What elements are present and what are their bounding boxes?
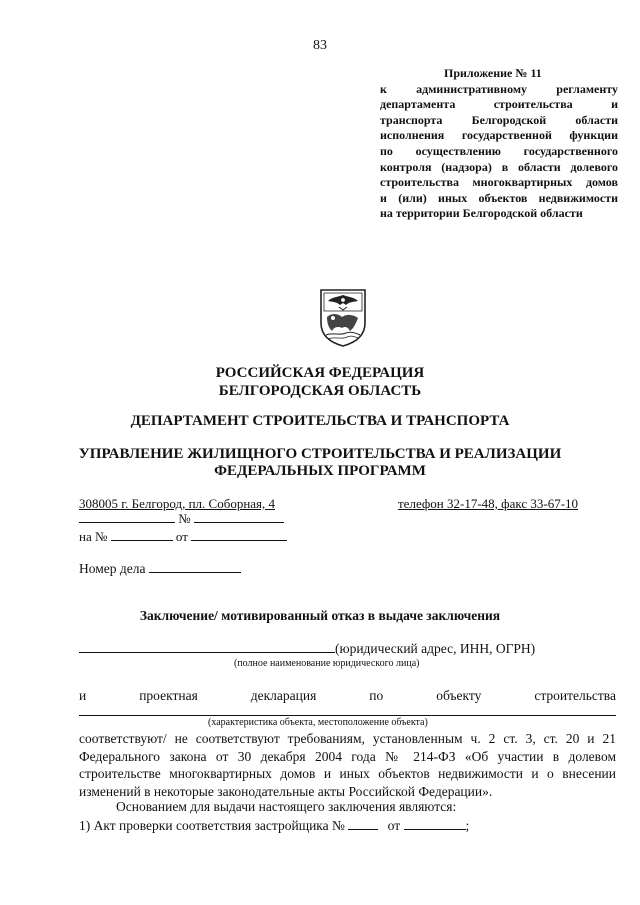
directorate-heading-line1: УПРАВЛЕНИЕ ЖИЛИЩНОГО СТРОИТЕЛЬСТВА И РЕАЛИЗАЦИИ [78, 446, 562, 462]
appendix-block [380, 66, 618, 222]
appendix-line: контроля (надзора) в области долевого [380, 159, 618, 174]
declaration-word: строительства [534, 688, 616, 703]
department-heading: ДЕПАРТАМЕНТ СТРОИТЕЛЬСТВА И ТРАНСПОРТА [130, 413, 510, 429]
legal-entity-suffix: (юридический адрес, ИНН, ОГРН) [335, 641, 536, 656]
outgoing-number-blank[interactable] [194, 510, 284, 523]
declaration-row [79, 688, 616, 704]
address-text: 308005 г. Белгород, пл. Соборная, 4 [79, 496, 276, 511]
phone-fax-text: телефон 32-17-48, факс 33-67-10 [398, 496, 579, 511]
appendix-line: и (или) иных объектов недвижимости [380, 190, 618, 205]
case-number-row [79, 560, 241, 577]
incoming-reference-row [79, 528, 287, 545]
appendix-line: транспорта Белгородской области [380, 112, 618, 127]
legal-entity-blank[interactable] [79, 640, 335, 653]
appendix-line: на территории Белгородской области [380, 206, 583, 221]
appendix-line: исполнения государственной функции [380, 128, 618, 143]
appendix-line: департамента строительства и [380, 97, 618, 112]
declaration-word: проектная [139, 688, 198, 703]
item-1-label: 1) Акт проверки соответствия застройщика № [79, 818, 345, 833]
declaration-word: по [369, 688, 384, 703]
item-1-number-blank[interactable] [348, 817, 378, 830]
declaration-word: и [79, 688, 87, 703]
declaration-word: декларация [250, 688, 317, 703]
region-heading: БЕЛГОРОДСКАЯ ОБЛАСТЬ [218, 383, 422, 399]
compliance-paragraph: соответствуют/ не соответствуют требованиям, установленным ч. 2 ст. 3, ст. 20 и 21 Федерального закона от 30 декабря 2004 года № 214-ФЗ «Об участии в долевом строительстве многоквартирных домов и иных объектов недвижимости и о внесении изменений в некоторые законодательные акты Российской Федерации». [79, 731, 616, 799]
case-number-label: Номер дела [79, 561, 146, 576]
page-number: 83 [313, 38, 327, 53]
incoming-date-blank[interactable] [191, 528, 287, 541]
number-label: № [178, 511, 191, 526]
item-1-end: ; [465, 818, 470, 833]
appendix-title: Приложение № 11 [444, 66, 542, 80]
directorate-heading-line2: ФЕДЕРАЛЬНЫХ ПРОГРАММ [214, 463, 426, 479]
country-heading: РОССИЙСКАЯ ФЕДЕРАЦИЯ [215, 365, 425, 381]
basis-sentence: Основанием для выдачи настоящего заключения являются: [116, 799, 457, 814]
object-description-blank[interactable] [79, 715, 616, 716]
appendix-line: по осуществлению государственного [380, 143, 618, 158]
item-1-row [79, 817, 469, 834]
coat-of-arms-emblem [318, 287, 368, 347]
outgoing-number-row [79, 510, 284, 527]
declaration-word: объекту [436, 688, 482, 703]
document-title: Заключение/ мотивированный отказ в выдаче заключения [139, 608, 501, 623]
legal-entity-row [79, 640, 535, 657]
outgoing-date-blank[interactable] [79, 510, 175, 523]
case-number-blank[interactable] [149, 560, 241, 573]
item-1-date-label: от [387, 818, 401, 833]
appendix-line: к административному регламенту [380, 81, 618, 96]
appendix-line: строительства многоквартирных домов [380, 175, 618, 190]
incoming-number-label: на № [79, 529, 108, 544]
legal-entity-caption: (полное наименование юридического лица) [234, 658, 420, 669]
incoming-date-label: от [175, 529, 188, 544]
item-1-date-blank[interactable] [404, 817, 466, 830]
object-caption: (характеристика объекта, местоположение объекта) [208, 717, 428, 728]
incoming-number-blank[interactable] [111, 528, 173, 541]
